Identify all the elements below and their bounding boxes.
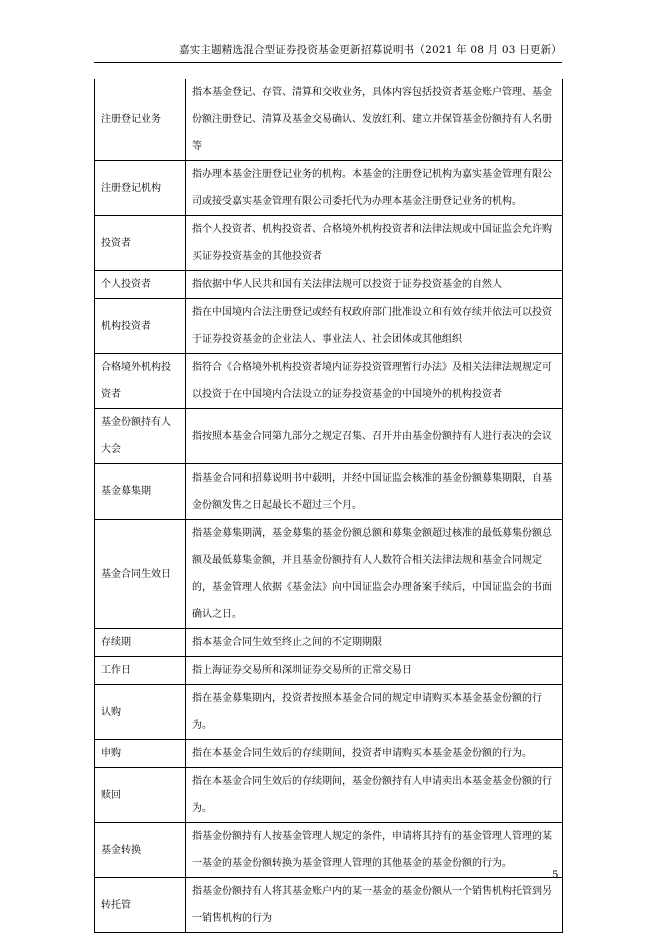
table-row bbox=[95, 657, 563, 685]
table-row bbox=[95, 464, 563, 520]
definition-cell: 指本基金登记、存管、清算和交收业务，具体内容包括投资者基金账户管理、基金份额注册登记、清算及基金交易确认、发放红利、建立并保管基金份额持有人名册等 bbox=[186, 79, 563, 161]
term-cell: 注册登记业务 bbox=[95, 79, 186, 161]
term-cell: 转托管 bbox=[95, 878, 186, 933]
definitions-table bbox=[94, 79, 563, 933]
definition-cell: 指个人投资者、机构投资者、合格境外机构投资者和法律法规或中国证监会允许购买证券投资基金的其他投资者 bbox=[186, 216, 563, 271]
term-cell: 工作日 bbox=[95, 657, 186, 685]
definition-cell: 指在本基金合同生效后的存续期间，基金份额持有人申请卖出本基金基金份额的行为。 bbox=[186, 768, 563, 823]
definition-cell: 指基金份额持有人将其基金账户内的某一基金的基金份额从一个销售机构托管到另一销售机构的行为 bbox=[186, 878, 563, 933]
term-cell: 个人投资者 bbox=[95, 271, 186, 299]
term-cell: 基金转换 bbox=[95, 823, 186, 878]
term-cell: 申购 bbox=[95, 740, 186, 768]
term-cell: 认购 bbox=[95, 685, 186, 740]
table-row bbox=[95, 79, 563, 161]
term-cell: 基金合同生效日 bbox=[95, 520, 186, 629]
definition-cell: 指基金份额持有人按基金管理人规定的条件，申请将其持有的基金管理人管理的某一基金的基金份额转换为基金管理人管理的其他基金的基金份额的行为。 bbox=[186, 823, 563, 878]
table-row bbox=[95, 354, 563, 409]
definition-cell: 指本基金合同生效至终止之间的不定期期限 bbox=[186, 629, 563, 657]
page-number: 5 bbox=[552, 870, 559, 881]
term-cell: 机构投资者 bbox=[95, 299, 186, 354]
term-cell: 合格境外机构投资者 bbox=[95, 354, 186, 409]
term-cell: 存续期 bbox=[95, 629, 186, 657]
header-rule bbox=[94, 62, 562, 63]
table-row bbox=[95, 299, 563, 354]
term-cell: 基金份额持有人大会 bbox=[95, 409, 186, 464]
table-row bbox=[95, 878, 563, 933]
term-cell: 投资者 bbox=[95, 216, 186, 271]
definition-cell: 指基金募集期满，基金募集的基金份额总额和募集金额超过核准的最低募集份额总额及最低募集金额，并且基金份额持有人人数符合相关法律法规和基金合同规定的，基金管理人依据《基金法》向中国证监会办理备案手续后，中国证监会的书面确认之日。 bbox=[186, 520, 563, 629]
definition-cell: 指在本基金合同生效后的存续期间，投资者申请购买本基金基金份额的行为。 bbox=[186, 740, 563, 768]
table-row bbox=[95, 629, 563, 657]
table-row bbox=[95, 409, 563, 464]
table-row bbox=[95, 685, 563, 740]
term-cell: 赎回 bbox=[95, 768, 186, 823]
table-row bbox=[95, 823, 563, 878]
running-header: 嘉实主题精选混合型证券投资基金更新招募说明书（2021 年 08 月 03 日更新） bbox=[178, 44, 562, 56]
definition-cell: 指依据中华人民共和国有关法律法规可以投资于证券投资基金的自然人 bbox=[186, 271, 563, 299]
definition-cell: 指符合《合格境外机构投资者境内证券投资管理暂行办法》及相关法律法规规定可以投资于在中国境内合法设立的证券投资基金的中国境外的机构投资者 bbox=[186, 354, 563, 409]
definition-cell: 指上海证券交易所和深圳证券交易所的正常交易日 bbox=[186, 657, 563, 685]
definition-cell: 指按照本基金合同第九部分之规定召集、召开并由基金份额持有人进行表决的会议 bbox=[186, 409, 563, 464]
definition-cell: 指在中国境内合法注册登记或经有权政府部门批准设立和有效存续并依法可以投资于证券投资基金的企业法人、事业法人、社会团体或其他组织 bbox=[186, 299, 563, 354]
table-row bbox=[95, 768, 563, 823]
term-cell: 注册登记机构 bbox=[95, 161, 186, 216]
definition-cell: 指办理本基金注册登记业务的机构。本基金的注册登记机构为嘉实基金管理有限公司或接受嘉实基金管理有限公司委托代为办理本基金注册登记业务的机构。 bbox=[186, 161, 563, 216]
table-row bbox=[95, 161, 563, 216]
definition-cell: 指在基金募集期内，投资者按照本基金合同的规定申请购买本基金基金份额的行为。 bbox=[186, 685, 563, 740]
term-cell: 基金募集期 bbox=[95, 464, 186, 520]
table-row bbox=[95, 520, 563, 629]
table-row bbox=[95, 740, 563, 768]
definition-cell: 指基金合同和招募说明书中载明，并经中国证监会核准的基金份额募集期限，自基金份额发售之日起最长不超过三个月。 bbox=[186, 464, 563, 520]
table-row bbox=[95, 216, 563, 271]
table-row bbox=[95, 271, 563, 299]
